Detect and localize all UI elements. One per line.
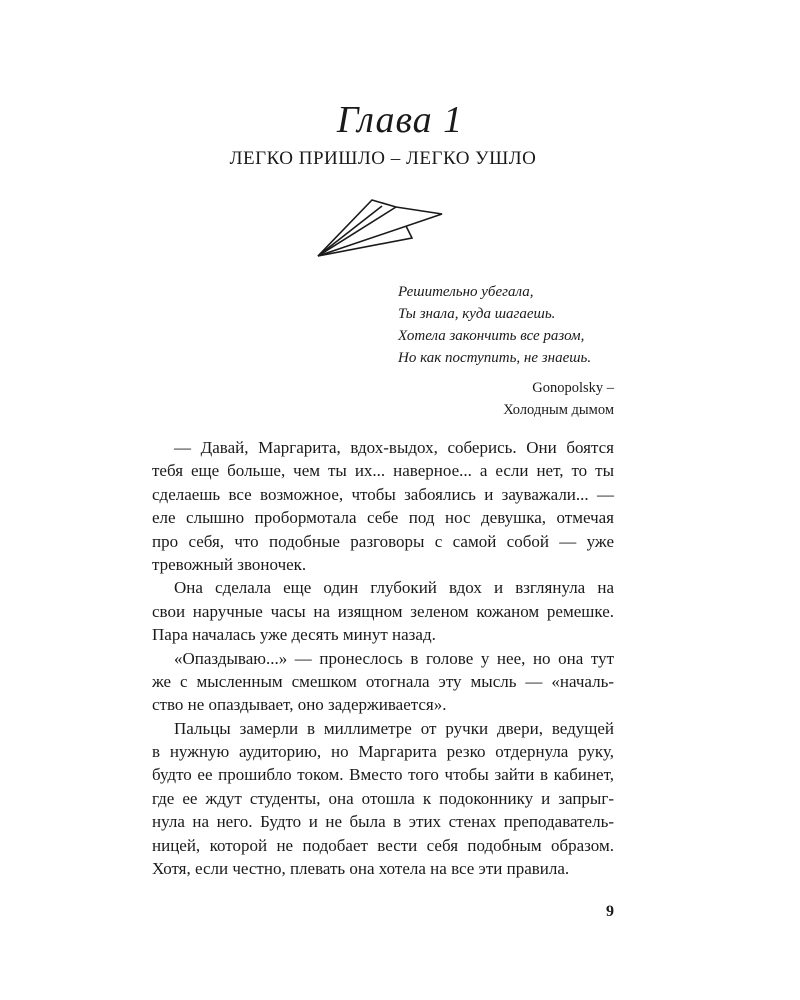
text-line: где ее ждут студенты, она отошла к подоконнику и запрыг-	[152, 788, 614, 808]
chapter-subtitle: ЛЕГКО ПРИШЛО – ЛЕГКО УШЛО	[229, 148, 537, 169]
epigraph-line: Решительно убегала,	[398, 284, 534, 300]
text-line: Она сделала еще один глубокий вдох и взглянула на	[174, 578, 614, 598]
text-line: Хотя, если честно, плевать она хотела на все эти правила.	[152, 859, 570, 879]
text-line: тебя еще больше, чем ты их... наверное... а если нет, то ты	[152, 461, 614, 481]
chapter-title: Глава 1	[336, 99, 464, 141]
epigraph-line: Но как поступить, не знаешь.	[398, 350, 592, 366]
text-line: нула на него. Будто и не была в этих стенах преподаватель-	[152, 812, 614, 832]
text-line: — Давай, Маргарита, вдох-выдох, соберись. Они боятся	[174, 438, 614, 457]
epigraph-attribution	[398, 377, 614, 421]
epigraph-line: Ты знала, куда шагаешь.	[398, 306, 556, 322]
text-line: сделаешь все возможное, чтобы забоялись и зауважали... —	[152, 484, 614, 504]
text-line: тревожный звоночек.	[152, 554, 307, 574]
epigraph	[398, 281, 614, 421]
text-line: про себя, что подобные разговоры с самой собой — уже	[152, 531, 614, 551]
text-line: ство не опаздывает, оно задерживается».	[152, 695, 447, 715]
paper-plane-icon	[316, 198, 446, 260]
text-line: будто ее прошибло током. Вместо того чтобы зайти в кабинет,	[152, 765, 614, 785]
text-line: Пара началась уже десять минут назад.	[152, 625, 436, 645]
text-line: Пальцы замерли в миллиметре от ручки двери, ведущей	[174, 718, 614, 738]
text-line: свои наручные часы на изящном зеленом кожаном ремешке.	[152, 601, 614, 621]
attribution-author: Gonopolsky –	[532, 380, 614, 396]
text-line: в нужную аудиторию, но Маргарита резко отдернула руку,	[152, 742, 614, 762]
page-number: 9	[606, 903, 614, 920]
body-text	[152, 436, 614, 880]
text-line: же с мысленным смешком отогнала эту мысль — «началь-	[152, 671, 614, 691]
text-line: ницей, которой не подобает вести себя подобным образом.	[152, 835, 614, 855]
text-line: «Опаздываю...» — пронеслось в голове у нее, но она тут	[174, 648, 614, 668]
attribution-source: Холодным дымом	[503, 402, 614, 418]
epigraph-line: Хотела закончить все разом,	[398, 328, 585, 344]
text-line: еле слышно пробормотала себе под нос девушка, отмечая	[152, 508, 614, 528]
